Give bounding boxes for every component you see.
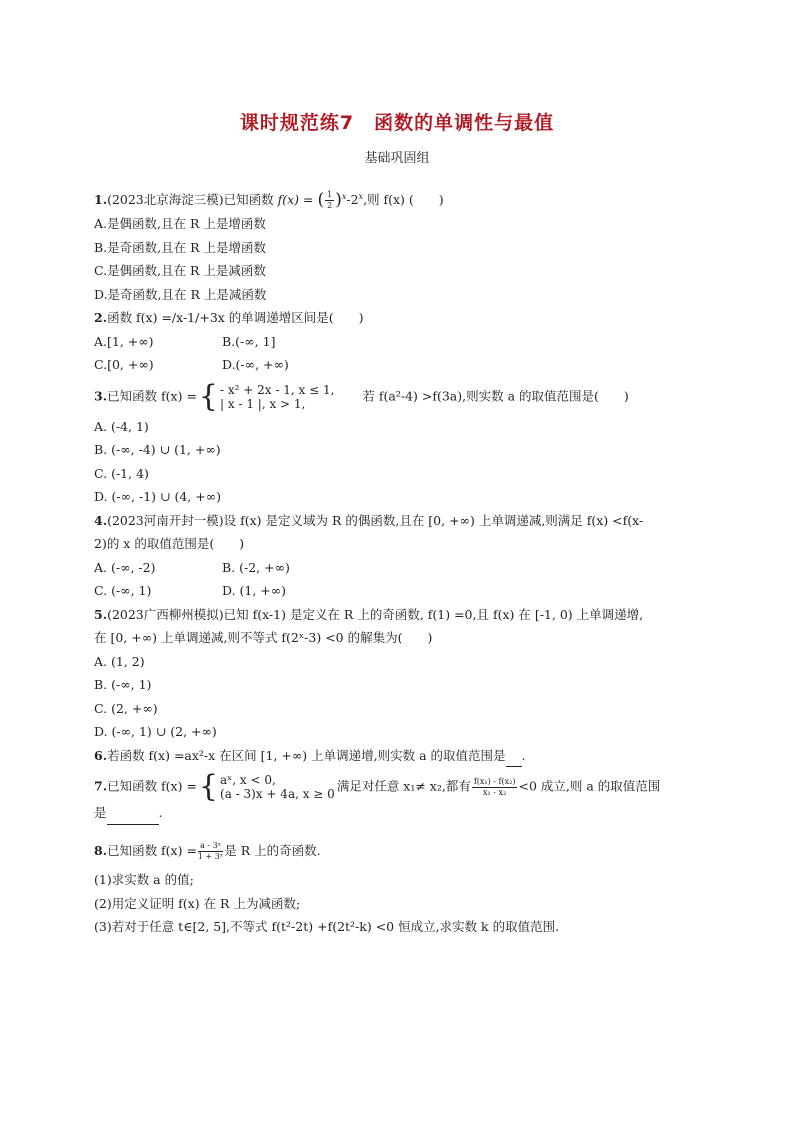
question-7-line-2: 是 . [94,801,714,825]
minus-term: -2 [346,192,359,207]
case-1: - x² + 2x - 1, x ≤ 1, [220,382,335,397]
option-a: A.[1, +∞) [94,333,154,349]
question-number: 5. [94,606,108,622]
question-2 [94,306,714,330]
function-name: f(x) [277,192,300,207]
fraction-denominator: 2 [327,201,333,210]
option-d: D. (-∞, 1) ∪ (2, +∞) [94,724,217,740]
question-number: 2. [94,310,108,326]
question-text: 函数 f(x) =/x-1/+3x 的单调递增区间是( ) [107,310,364,326]
option-b: B. (-∞, 1) [94,677,152,693]
question-5 [94,603,714,627]
fraction-numerator: 1 [327,190,333,199]
fraction-denominator: x₁ - x₂ [483,787,507,797]
section-subtitle: 基础巩固组 [364,151,430,166]
question-tail: 若 f(a²-4) >f(3a),则实数 a 的取值范围是( ) [362,388,629,404]
options-row [94,353,714,377]
question-lead: 已知函数 f(x) = [107,388,197,404]
question-line-1: (2023河南开封一模)设 f(x) 是定义域为 R 的偶函数,且在 [0, +∞) 上单调递减,则满足 f(x) <f(x- [107,512,644,528]
question-1: 1.(2023北京海淀三模)已知函数 f(x) = ( $\frac{1}{2}$ )$^x$-2$^x$,则 f(x) ( ) [94,189,444,210]
option-b: B. (-∞, -4) ∪ (1, +∞) [94,442,221,458]
sub-question-3: (3)若对于任意 t∈[2, 5],不等式 f(t²-2t) +f(2t²-k) <0 恒成立,求实数 k 的取值范围. [94,919,560,935]
equals-sign: = [299,192,318,207]
question-7 [94,769,714,805]
question-list [94,188,714,939]
question-source: (2023北京海淀三模)已知函数 [107,192,278,207]
question-number: 4. [94,512,108,528]
question-end: . [521,747,526,763]
question-text: 若函数 f(x) =ax²-x 在区间 [1, +∞) 上单调递增,则实数 a 的取值范围是 [107,747,506,763]
answer-blank[interactable] [506,766,522,767]
option-b: B. (-2, +∞) [222,559,290,575]
option-d: D. (-∞, -1) ∪ (4, +∞) [94,489,221,505]
option-c: C.是偶函数,且在 R 上是减函数 [94,263,266,279]
question-3 [94,378,714,414]
option-c: C. (-1, 4) [94,465,149,481]
question-8 [94,839,714,863]
question-line-2: 在 [0, +∞) 上单调递减,则不等式 f(2ˣ-3) <0 的解集为( ) [94,630,433,646]
question-number: 6. [94,747,108,763]
fraction [325,190,334,211]
option-a: A.是偶函数,且在 R 上是增函数 [94,216,266,232]
piecewise-function: { aˣ, x < 0, (a - 3)x + 4a, x ≥ 0 [198,769,335,805]
question-tail: <0 成立,则 a 的取值范围 [518,778,661,794]
option-d: D.是奇函数,且在 R 上是减函数 [94,286,267,302]
case-1: aˣ, x < 0, [220,773,276,788]
question-number: 7. [94,778,108,794]
question-line-1: (2023广西柳州模拟)已知 f(x-1) 是定义在 R 上的奇函数, f(1) =0,且 f(x) 在 [-1, 0) 上单调递增, [107,606,644,622]
option-a: A. (-∞, -2) [94,559,156,575]
page-title: 课时规范练7 函数的单调性与最值 [239,112,555,134]
question-tail: ,则 f(x) ( ) [363,192,444,207]
option-a: A. (-4, 1) [94,418,149,434]
piecewise-function: { - x² + 2x - 1, x ≤ 1, | x - 1 |, x > 1, [198,378,335,414]
question-6 [94,744,714,768]
question-number: 3. [94,388,108,404]
option-b: B.(-∞, 1] [222,333,276,349]
case-2: (a - 3)x + 4a, x ≥ 0 [220,787,335,802]
answer-blank[interactable] [107,824,159,825]
option-b: B.是奇函数,且在 R 上是增函数 [94,239,266,255]
question-middle: 满足对任意 x₁≠ x₂,都有 [336,778,471,794]
option-d: D. (1, +∞) [222,583,287,599]
options-row [94,556,714,580]
fraction-denominator: 1 + 3ˣ [197,851,224,861]
question-tail: 是 R 上的奇函数. [224,842,321,858]
option-c: C. (2, +∞) [94,700,158,716]
option-c: C.[0, +∞) [94,357,154,373]
sub-question-1: (1)求实数 a 的值; [94,872,194,888]
option-c: C. (-∞, 1) [94,583,152,599]
question-lead: 已知函数 f(x) = [107,778,197,794]
sub-question-2: (2)用定义证明 f(x) 在 R 上为减函数; [94,895,301,911]
question-lead: 已知函数 f(x) = [107,842,197,858]
question-line-2: 2)的 x 的取值范围是( ) [94,536,245,552]
exponent: x [341,191,347,201]
option-a: A. (1, 2) [94,653,145,669]
fraction [198,841,223,862]
question-number: 1. [94,192,108,207]
question-number: 8. [94,842,108,858]
case-2: | x - 1 |, x > 1, [220,396,306,411]
fraction-numerator: f(x₁) - f(x₂) [473,776,516,786]
options-row [94,330,714,354]
question-4 [94,509,714,533]
option-d: D.(-∞, +∞) [222,357,289,373]
options-row [94,579,714,603]
exponent: x [358,191,364,201]
fraction [472,777,518,798]
fraction-numerator: a - 3ˣ [200,840,222,850]
